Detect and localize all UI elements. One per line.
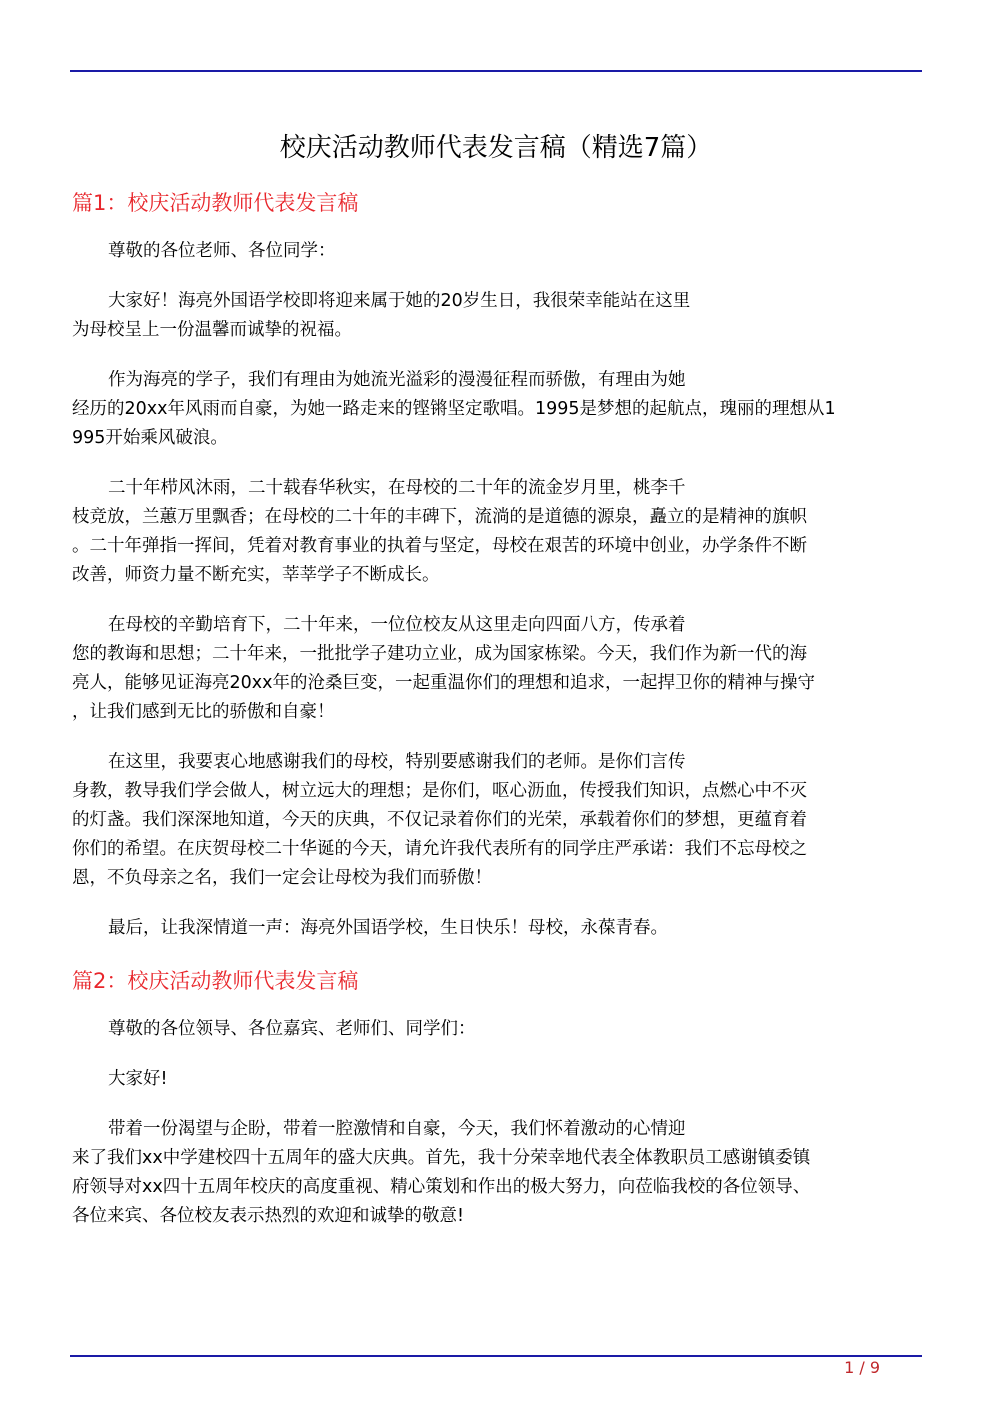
paragraph-line: 为母校呈上一份温馨而诚挚的祝福。 bbox=[72, 320, 352, 340]
paragraph-line: 二十年栉风沐雨，二十载春华秋实，在母校的二十年的流金岁月里，桃李千 bbox=[108, 478, 686, 498]
paragraph bbox=[72, 914, 920, 943]
page-number: 1 / 9 bbox=[844, 1358, 880, 1377]
paragraph-line: 来了我们xx中学建校四十五周年的盛大庆典。首先，我十分荣幸地代表全体教职员工感谢镇委镇 bbox=[72, 1148, 811, 1168]
paragraph bbox=[72, 611, 920, 727]
paragraph-line: 恩，不负母亲之名，我们一定会让母校为我们而骄傲！ bbox=[72, 868, 492, 888]
paragraph-line: 你们的希望。在庆贺母校二十华诞的今天，请允许我代表所有的同学庄严承诺：我们不忘母校之 bbox=[72, 839, 807, 859]
paragraph-line: 大家好! bbox=[108, 1069, 168, 1089]
paragraph bbox=[72, 474, 920, 590]
document-body bbox=[72, 186, 920, 1252]
document-title: 校庆活动教师代表发言稿（精选7篇） bbox=[279, 133, 713, 163]
paragraph-line: 作为海亮的学子，我们有理由为她流光溢彩的漫漫征程而骄傲，有理由为她 bbox=[108, 370, 686, 390]
paragraph-line: 最后，让我深情道一声：海亮外国语学校，生日快乐！母校，永葆青春。 bbox=[108, 918, 668, 938]
paragraph bbox=[72, 366, 920, 453]
paragraph-line: 尊敬的各位领导、各位嘉宾、老师们、同学们： bbox=[108, 1019, 476, 1039]
paragraph-line: 995开始乘风破浪。 bbox=[72, 428, 228, 448]
header-rule bbox=[70, 70, 922, 72]
footer-rule bbox=[70, 1355, 922, 1357]
paragraph-line: 的灯盏。我们深深地知道，今天的庆典，不仅记录着你们的光荣，承载着你们的梦想，更蕴育着 bbox=[72, 810, 807, 830]
paragraph-line: 府领导对xx四十五周年校庆的高度重视、精心策划和作出的极大努力，向莅临我校的各位领导、 bbox=[72, 1177, 811, 1197]
paragraph-line: 身教，教导我们学会做人，树立远大的理想；是你们，呕心沥血，传授我们知识，点燃心中不灭 bbox=[72, 781, 807, 801]
paragraph-line: 。二十年弹指一挥间，凭着对教育事业的执着与坚定，母校在艰苦的环境中创业，办学条件不断 bbox=[72, 536, 807, 556]
paragraph-line: 在这里，我要衷心地感谢我们的母校，特别要感谢我们的老师。是你们言传 bbox=[108, 752, 686, 772]
paragraph-line: 在母校的辛勤培育下，二十年来，一位位校友从这里走向四面八方，传承着 bbox=[108, 615, 686, 635]
section-heading: 篇2：校庆活动教师代表发言稿 bbox=[72, 969, 359, 993]
paragraph bbox=[72, 1065, 920, 1094]
paragraph-line: 枝竞放，兰蕙万里飘香；在母校的二十年的丰碑下，流淌的是道德的源泉，矗立的是精神的旗帜 bbox=[72, 507, 807, 527]
paragraph-line: 您的教诲和思想；二十年来，一批批学子建功立业，成为国家栋梁。今天，我们作为新一代的海 bbox=[72, 644, 807, 664]
paragraph-line: 带着一份渴望与企盼，带着一腔激情和自豪，今天，我们怀着激动的心情迎 bbox=[108, 1119, 686, 1139]
paragraph-line: 改善，师资力量不断充实，莘莘学子不断成长。 bbox=[72, 565, 440, 585]
paragraph-line: 尊敬的各位老师、各位同学： bbox=[108, 241, 336, 261]
paragraph-line: 经历的20xx年风雨而自豪，为她一路走来的铿锵坚定歌唱。1995是梦想的起航点，瑰丽的理想从1 bbox=[72, 399, 836, 419]
section-heading: 篇1：校庆活动教师代表发言稿 bbox=[72, 191, 359, 215]
paragraph bbox=[72, 748, 920, 893]
paragraph-line: 各位来宾、各位校友表示热烈的欢迎和诚挚的敬意! bbox=[72, 1206, 465, 1226]
paragraph bbox=[72, 237, 920, 266]
paragraph-line: ，让我们感到无比的骄傲和自豪！ bbox=[72, 702, 335, 722]
paragraph-line: 亮人，能够见证海亮20xx年的沧桑巨变，一起重温你们的理想和追求，一起捍卫你的精神与操守 bbox=[72, 673, 815, 693]
paragraph-line: 大家好！海亮外国语学校即将迎来属于她的20岁生日，我很荣幸能站在这里 bbox=[108, 291, 691, 311]
paragraph bbox=[72, 1115, 920, 1231]
paragraph bbox=[72, 287, 920, 345]
paragraph bbox=[72, 1015, 920, 1044]
